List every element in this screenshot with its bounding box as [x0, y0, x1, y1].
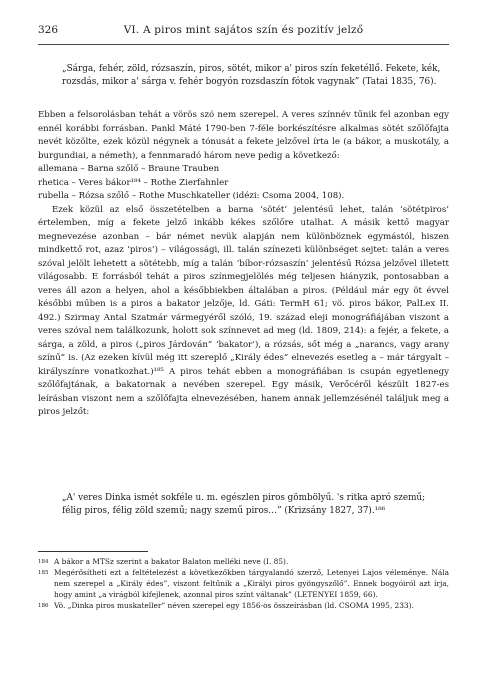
- footnote-number: 186: [38, 602, 49, 609]
- running-header: [38, 24, 449, 40]
- footnote-number: 184: [38, 559, 49, 565]
- variety-list: [38, 163, 449, 204]
- footnote: [38, 568, 449, 601]
- block-quote-2: „A' veres Dinka ismét sokféle u. m. egészlen piros gömbölyű. 's ritka apró szemű; félig piros, félig zöld szemű; nagy szemű piros…” (Krizsány 1827, 37).¹⁸⁶: [62, 493, 426, 517]
- variety-item: rubella – Rózsa szőlő – Rothe Muschkateller (idézi: Csoma 2004, 108).: [38, 191, 345, 201]
- footnote-number: 185: [38, 569, 49, 576]
- footnote-rule: [38, 551, 148, 552]
- variety-item: allemana – Barna szőlő – Braune Trauben: [38, 164, 220, 174]
- variety-item: rhetica – Veres bákor¹⁸⁴ – Rothe Zierfahnler: [38, 177, 229, 188]
- footnote: [38, 557, 449, 568]
- footnote-text: Vö. „Dinka piros muskateller” néven szerepel egy 1856-os összeírásban (ld. CSOMA 1995, 233).: [54, 600, 414, 610]
- paragraph-1: Ebben a felsorolásban tehát a vörös szó nem szerepel. A veres színnév tűnik fel azonban egy ennél korábbi forrásban. Pankl Máté 1790-ben 7-féle borkészítésre alkalmas sötét szőlőfajta nevét közölte, ezek közül négynek a tónusát a fekete jelzővel írta le (a bákor, a muskotály, a burgundiai, a németh), a fennmaradó három neve pedig a következő:: [38, 110, 449, 161]
- header-rule: [38, 44, 449, 45]
- footnote-text: A bákor a MTSz szerint a bakator Balaton melléki neve (I. 85).: [54, 557, 289, 566]
- footnote: [38, 601, 449, 612]
- main-text: [38, 109, 449, 420]
- block-quote-1: „Sárga, fehér, zöld, rózsaszín, piros, sötét, mikor a' piros szín feketéllő. Fekete, kék, rozsdás, mikor a' sárga v. fehér bogyón rozsdaszín fótok vagynak” (Tatai 1835, 76).: [62, 64, 441, 88]
- paragraph-2: Ezek közül az első összetételben a barna ‘sötét’ jelentésű lehet, talán ‘sötétpiros’ értelemben, míg a fekete jelző inkább kékes szőlőre utalhat. A másik kettő magyar megnevezése azonban – bár német nevük alapján nem különböznek egymástól, hiszen mindkettő rot, azaz ‘piros’) – világossági, ill. talán színezeti különbséget sejtet: talán a veres szóval jelölt lehetett a sötétebb, míg a talán ‘bíbor-rózsaszín’ jelentésű Rózsa jelzővel illetett világosabb. E forrásból tehát a piros színmegjelölés még teljesen hiányzik, pontosabban a veres áll azon a helyen, ahol a későbbiekben általában a piros. (Például már egy öt évvel későbbi műben is a piros a bakator jelzője, ld. Gáti: TermH 61; vö. piros bákor, PalLex II. 492.) Szirmay Antal Szatmár vármegyéről szóló, 19. század eleji monográfiájában viszont a veres szóval nem találkozunk, holott sok színnevet ad meg (ld. 1809, 214): a fejér, a fekete, a sárga, a zöld, a piros („piros Járdován” ‘bakator’), a rózsás, sőt még a „narancs, vagy arany színű” is. (Az ezeken kívül még itt szereplő „Király édes” elnevezés esetleg a – már tárgyalt – királyszínre vonatkozhat.)¹⁸⁵ A piros tehát ebben a monográfiában is csupán egyetlenegy szőlőfajtának, a bakatornak a nevében szerepel. Egy másik, Verőcéről készült 1827-es leírásban viszont nem a szőlőfajta elnevezésében, hanem annak jellemzésénél találjuk meg a piros jelzőt:: [38, 204, 449, 417]
- footnotes: [38, 557, 449, 612]
- chapter-title: VI. A piros mint sajátos szín és pozitív jelző: [123, 24, 364, 36]
- footnote-text: Megérősítheti ezt a feltételezést a következőkben tárgyalandó szerző, Letenyei Lajos véleménye. Nála nem szerepel a „Király édes”, viszont feltűnik a „Királyi piros gyöngyszőlő”. Ennek bogyóiról azt írja, hogy amint „a virágból kifejlenek, azonnal piros színt váltanak” (LETENYEI 1859, 66).: [54, 567, 449, 599]
- page-number: 326: [38, 24, 59, 36]
